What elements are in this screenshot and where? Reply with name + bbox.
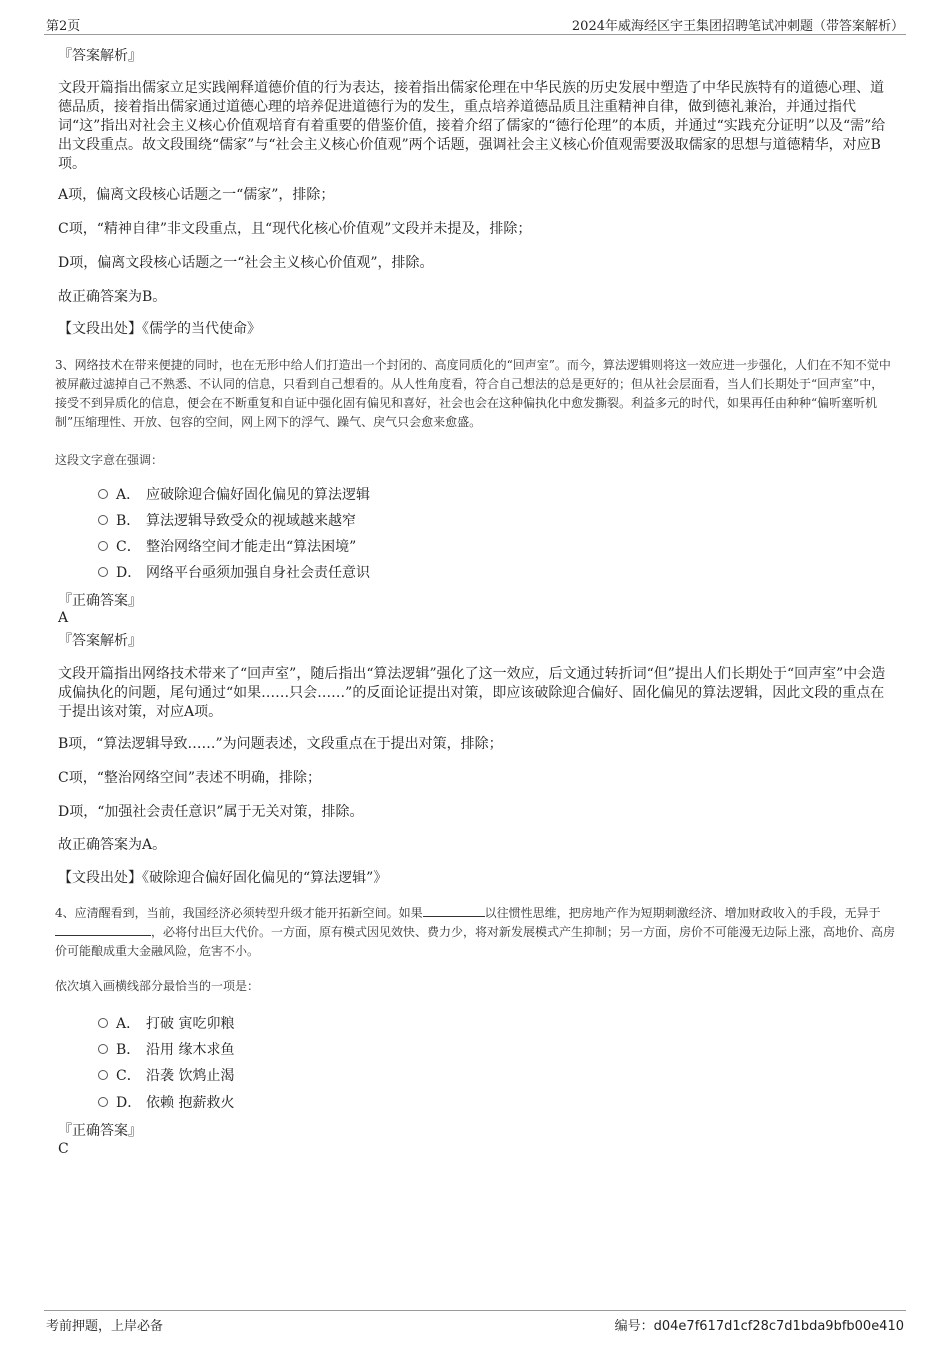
q3-stem: 3、网络技术在带来便捷的同时，也在无形中给人们打造出一个封闭的、高度同质化的“回声室”。而今，算法逻辑则将这一效应进一步强化，人们在不知不觉中被屏蔽过滤掉自己不熟悉、不认同的信息，只看到自己想看的。从人性角度看，符合自己想法的总是更好的；但从社会层面看，当人们长期处于“回声室”中，接受不到异质化的信息，便会在不断重复和自证中强化固有偏见和喜好，社会也会在这种偏执化中愈发撕裂。利益多元的时代，如果再任由种种“偏听塞听机制”压缩理性、开放、包容的空间，网上网下的浮气、躁气、戾气只会愈来愈盛。 [55,358,891,429]
radio-icon[interactable] [98,515,108,525]
q2-option-a-analysis: A项，偏离文段核心话题之一“儒家”，排除； [58,187,335,203]
q2-option-c-analysis: C项，“精神自律”非文段重点，且“现代化核心价值观”文段并未提及，排除； [58,221,532,237]
radio-icon[interactable] [98,567,108,577]
fill-blank-2 [55,923,151,936]
q3-option-a[interactable]: A． 应破除迎合偏好固化偏见的算法逻辑 [98,486,370,504]
radio-icon[interactable] [98,1070,108,1080]
q3-option-c-analysis: C项，“整治网络空间”表述不明确，排除； [58,770,322,786]
q2-analysis-paragraph: 文段开篇指出儒家立足实践阐释道德价值的行为表达，接着指出儒家伦理在中华民族的历史发展中塑造了中华民族特有的道德心理、道德品质，接着指出儒家通过道德心理的培养促进道德行为的发生，重点培养道德品质且注重精神自律，做到德礼兼治，并通过指代词“这”指出对社会主义核心价值观培育有着重要的借鉴价值，接着介绍了儒家的“德行伦理”的本质，并通过“实践充分证明”以及“需”给出文段重点。故文段围绕“儒家”与“社会主义核心价值观”两个话题，强调社会主义核心价值观需要汲取儒家的思想与道德精华，对应B项。 [58,80,886,172]
document-title: 2024年威海经区宇王集团招聘笔试冲刺题（带答案解析） [571,19,904,34]
q4-option-b[interactable]: B． 沿用 缘木求鱼 [98,1041,234,1059]
document-code: 编号：d04e7f617d1cf28c7d1bda9bfb00e410 [614,1319,904,1334]
q4-answer-title: 『正确答案』 [58,1123,142,1139]
q3-option-d[interactable]: D． 网络平台亟须加强自身社会责任意识 [98,564,370,582]
q4-answer: C [58,1141,69,1157]
radio-icon[interactable] [98,1097,108,1107]
q2-conclusion: 故正确答案为B。 [58,289,167,305]
fill-blank-1 [423,904,485,917]
q3-conclusion: 故正确答案为A。 [58,837,167,853]
q3-source: 【文段出处】《破除迎合偏好固化偏见的“算法逻辑”》 [58,870,388,886]
q4-option-c[interactable]: C． 沿袭 饮鸩止渴 [98,1067,234,1085]
q3-option-d-analysis: D项，“加强社会责任意识”属于无关对策，排除。 [58,804,364,820]
page-number: 第2页 [46,19,81,34]
q4-option-a[interactable]: A． 打破 寅吃卯粮 [98,1015,234,1033]
q3-option-b-analysis: B项，“算法逻辑导致……”为问题表述，文段重点在于提出对策，排除； [58,736,503,752]
q4-option-d[interactable]: D． 依赖 抱薪救火 [98,1094,234,1112]
footer-slogan: 考前押题，上岸必备 [46,1319,164,1334]
q2-analysis-title: 『答案解析』 [58,48,142,64]
q2-source: 【文段出处】《儒学的当代使命》 [58,321,261,337]
q4-stem: 4、应清醒看到，当前，我国经济必须转型升级才能开拓新空间。如果 以往惯性思维，把房地产作为短期刺激经济、增加财政收入的手段，无异于，必将付出巨大代价。一方面，原有模式因见效快、费力少，将对新发展模式产生抑制；另一方面，房价不可能漫无边际上涨，高地价、高房价可能酿成重大金融风险，危害不小。 [55,906,896,958]
q3-answer: A [58,610,69,626]
radio-icon[interactable] [98,541,108,551]
q2-option-d-analysis: D项，偏离文段核心话题之一“社会主义核心价值观”，排除。 [58,255,434,271]
radio-icon[interactable] [98,489,108,499]
q3-analysis-paragraph: 文段开篇指出网络技术带来了“回声室”，随后指出“算法逻辑”强化了这一效应，后文通过转折词“但”提出人们长期处于“回声室”中会造成偏执化的问题，尾句通过“如果……只会……”的反面论证提出对策，即应该破除迎合偏好、固化偏见的算法逻辑，因此文段的重点在于提出该对策，对应A项。 [58,666,886,720]
q3-prompt: 这段文字意在强调： [55,453,164,467]
q3-option-c[interactable]: C． 整治网络空间才能走出“算法困境” [98,538,356,556]
radio-icon[interactable] [98,1018,108,1028]
radio-icon[interactable] [98,1044,108,1054]
q3-option-b[interactable]: B． 算法逻辑导致受众的视域越来越窄 [98,512,356,530]
q4-prompt: 依次填入画横线部分最恰当的一项是： [55,979,260,993]
q3-answer-title: 『正确答案』 [58,593,142,609]
q3-analysis-title: 『答案解析』 [58,633,142,649]
page-footer [44,1310,906,1333]
page-header [44,14,906,35]
